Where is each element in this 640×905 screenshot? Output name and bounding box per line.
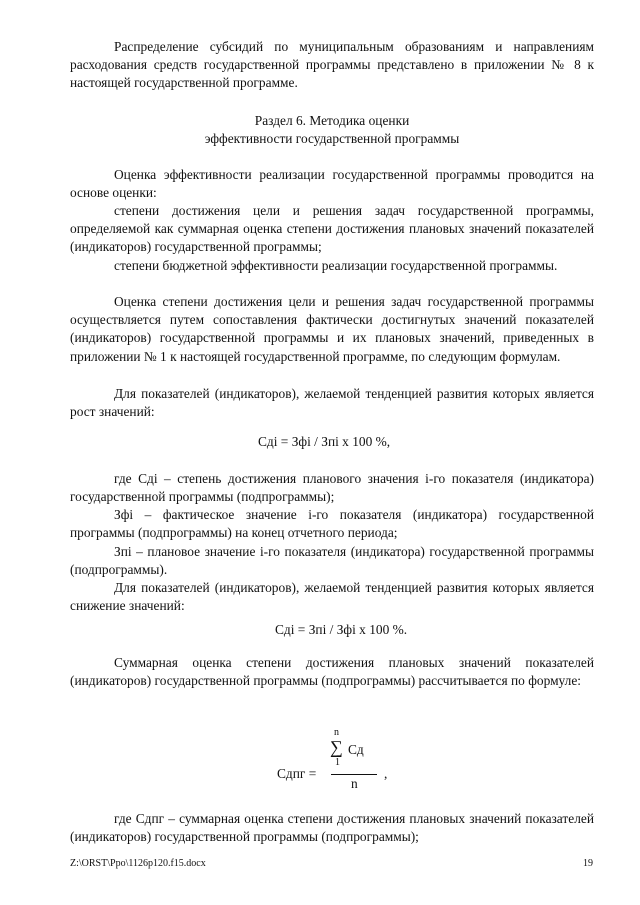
formula-trailing: , [384,766,388,781]
page-number: 19 [583,858,593,869]
section-title-line2: эффективности государственной программы [204,131,460,146]
sum-upper-limit: n [334,727,339,738]
sum-term: Сд [348,742,364,757]
section-title-line1: Раздел 6. Методика оценки [254,113,410,128]
formula-denominator: n [351,776,358,791]
paragraph-summary-formula: Суммарная оценка степени достижения плановых значений показателей (индикаторов) государственной программы (подпрограммы) рассчитывается по формуле: [70,655,594,689]
paragraph-budget-efficiency: степени бюджетной эффективности реализации государственной программы. [114,258,558,273]
paragraph-zpi-definition: Зпi – плановое значение i-го показателя (индикатора) государственной программы (подпрограммы). [70,544,594,578]
footer-file-path: Z:\ORST\Ppo\1126p120.f15.docx [70,858,206,869]
sum-symbol: ∑ [330,737,343,757]
paragraph-zfi-definition: Зфi – фактическое значение i-го показателя (индикатора) государственной программы (подпрограммы) на конец отчетного периода; [70,507,594,541]
paragraph-decrease-indicators: Для показателей (индикаторов), желаемой тенденцией развития которых является снижение значений: [70,580,594,614]
formula-lhs: Сдпг = [277,766,317,781]
sum-lower-limit: 1 [335,757,340,768]
paragraph-growth-indicators: Для показателей (индикаторов), желаемой тенденцией развития которых является рост значений: [70,386,594,420]
paragraph-cdpg-definition: где Сдпг – суммарная оценка степени достижения плановых значений показателей (индикаторов) государственной программы (подпрограммы); [70,811,594,845]
paragraph-cdi-definition: где Сдi – степень достижения планового значения i-го показателя (индикатора) государственной программы (подпрограммы); [70,471,594,505]
formula-decrease: Сдi = Зпi / Зфi x 100 %. [275,622,408,637]
paragraph-subsidies: Распределение субсидий по муниципальным образованиям и направлениям расходования средств государственной программы представлено в приложении № 8 к настоящей государственной программе. [70,39,594,91]
paragraph-goal-degree: степени достижения цели и решения задач государственной программы, определяемой как суммарная оценка степени достижения плановых значений показателей (индикаторов) государственной программы; [70,203,594,255]
paragraph-evaluation-basis: Оценка эффективности реализации государственной программы проводится на основе оценки: [70,167,594,201]
paragraph-method: Оценка степени достижения цели и решения задач государственной программы осуществляется путем сопоставления фактически достигнутых значений показателей (индикаторов) государственной программы и их плановых значений, приведенных в приложении № 1 к настоящей государственной программе, по следующим формулам. [70,294,594,364]
formula-growth: Сдi = Зфi / Зпi x 100 %, [258,434,391,449]
fraction-bar [331,774,377,775]
